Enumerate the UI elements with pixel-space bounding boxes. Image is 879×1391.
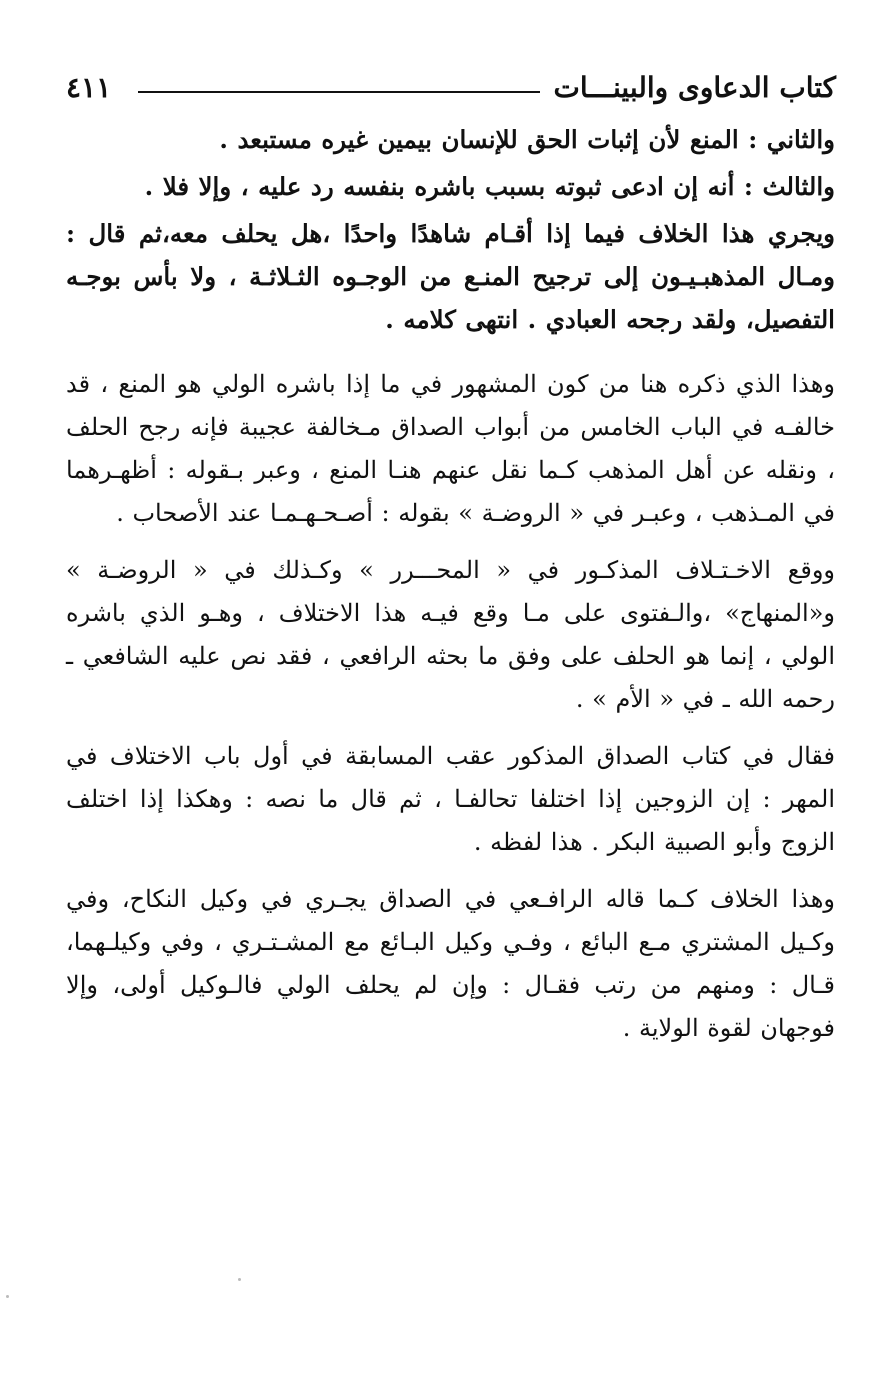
paragraph-agents: وهذا الخلاف كـما قاله الرافـعي في الصداق يجـري في وكيل النكاح، وفي وكـيل المشتري مـع البائع ، وفـي وكيل البـائع مع المشـتـري ، وفي وكيلـهما، قـال : ومنهم من رتب فقـال : وإن لم يحلف الولي فالـوكيل أولى، وإلا فوجهان لقوة الولاية .	[66, 885, 836, 1042]
paper-speck	[238, 1278, 241, 1281]
body-text	[66, 118, 835, 1050]
running-header	[66, 68, 836, 112]
paragraph-difference: ووقع الاخـتـلاف المذكـور في « المحـــرر » وكـذلك في « الروضـة » و«المنهاج» ،والـفتوى على مـا وقع فيـه هذا الاختلاف ، وهـو الذي باشره الولي ، إنما هو الحلف على وفق ما بحثه الرافعي ، فقد نص عليه الشافعي ـ رحمه الله ـ في « الأم » .	[66, 556, 835, 713]
paper-speck	[6, 1295, 9, 1298]
paragraph-saddaq-quote: فقال في كتاب الصداق المذكور عقب المسابقة في أول باب الاختلاف في المهر : إن الزوجين إذا اختلفا تحالفـا ، ثم قال ما نصه : وهكذا إذا اختلف الزوج وأبو الصبية البكر . هذا لفظه .	[66, 742, 835, 856]
paragraph-third-view: والثالث : أنه إن ادعى ثبوته بسبب باشره بنفسه رد عليه ، وإلا فلا .	[144, 172, 835, 201]
paragraph-disagreement: ويجري هذا الخلاف فيما إذا أقـام شاهدًا واحدًا ،هل يحلف معه،ثم قال : ومـال المذهبـيـون إلى ترجيح المنـع من الوجـوه الثـلاثـة ، ولا بأس بوجـه التفصيل، ولقد رجحه العبادي . انتهى كلامه .	[66, 219, 835, 334]
page-number: ٤١١	[66, 71, 112, 104]
quoted-passage	[66, 118, 835, 341]
header-rule	[138, 91, 540, 93]
paragraph-second-view: والثاني : المنع لأن إثبات الحق للإنسان بيمين غيره مستبعد .	[219, 125, 835, 154]
paragraph-commentary: وهذا الذي ذكره هنا من كون المشهور في ما إذا باشره الولي هو المنع ، قد خالفـه في الباب الخامس من أبواب الصداق مـخالفة عجيبة فإنه رجح الحلف ، ونقله عن أهل المذهب كـما نقل عنهم هنـا المنع ، وعبر بـقوله : أظهـرهما في المـذهب ، وعبـر في « الروضـة » بقوله : أصـحـهـمـا عند الأصحاب .	[66, 370, 835, 527]
running-title: كتاب الدعاوى والبينـــات	[553, 71, 836, 104]
